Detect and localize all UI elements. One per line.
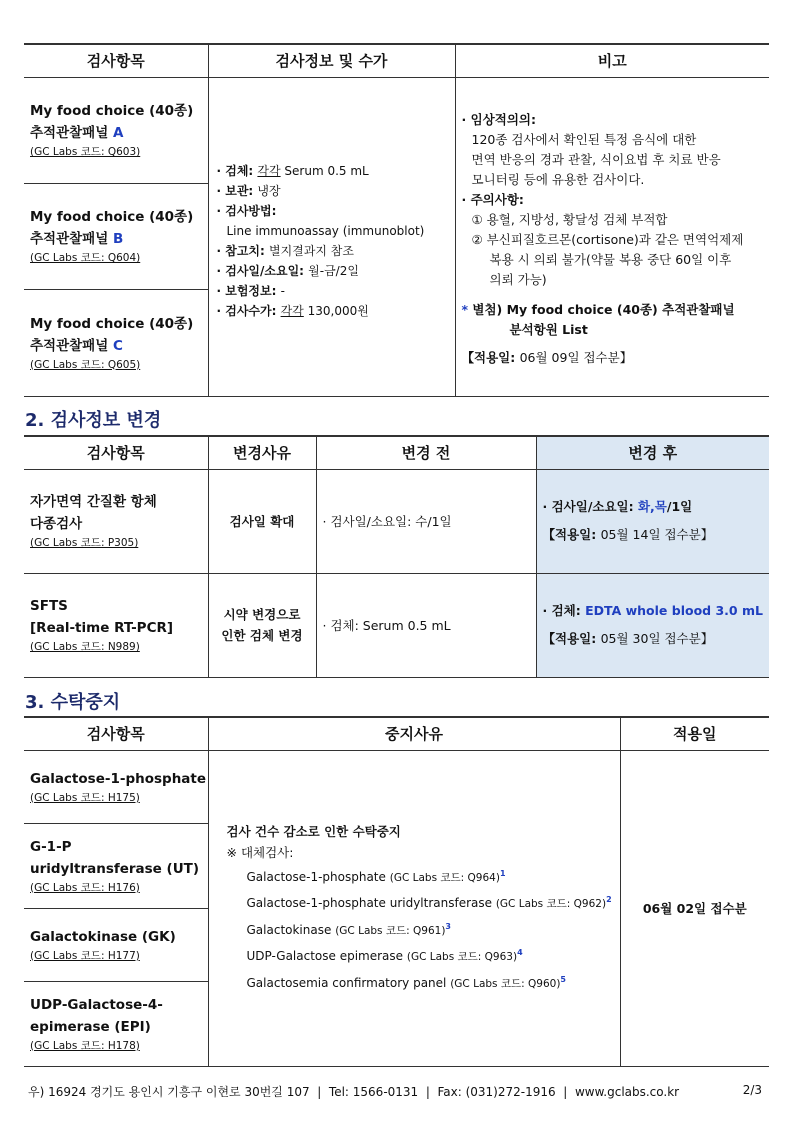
attach-star: * [461,301,473,317]
clinical-label: · 임상적의의: [461,111,536,127]
insurance-value: - [280,283,285,298]
alt-test-item [227,942,620,969]
item-code: (GC Labs 코드: Q603) [30,146,141,158]
table-row-item [24,289,208,396]
footer-contact: 우) 16924 경기도 용인시 기흥구 이현로 30번길 107 | Tel: 1566-0131 | Fax: (031)272-1916 | www.gclabs.co.kr [28,1085,680,1099]
table-row-item [24,183,208,289]
alt-name: Galactose-1-phosphate [246,869,390,884]
col-header-date: 적용일 [620,717,769,750]
reason-cell [208,469,316,573]
section-title: 3. 수탁중지 [25,692,121,713]
reason-text: 시약 변경으로 [223,607,301,622]
apply-value: 06월 09일 접수분】 [519,349,633,365]
panel-letter: B [112,231,124,247]
alt-test-item [227,969,620,996]
table-row-item [24,573,208,677]
caution-item: ① 용혈, 지방성, 황달성 검체 부적합 [471,211,668,227]
col-header-item: 검사항목 [24,717,208,750]
reason-cell [208,573,316,677]
alt-test-item [227,916,620,943]
alt-name: Galactosemia confirmatory panel [246,975,451,990]
table-row-item [24,77,208,183]
footnote-mark: 2 [606,895,612,905]
col-header-reason: 중지사유 [208,717,620,750]
panel-letter: C [112,337,123,354]
page-number: 2/3 [742,1083,762,1097]
col-header-item: 검사항목 [24,44,208,77]
after-label: · 검사일/소요일: [542,499,638,514]
item-title: [Real-time RT-PCR] [30,620,174,636]
note-cell [455,77,769,396]
item-title: 자가면역 간질환 항체 [30,494,157,510]
alt-code: (GC Labs 코드: Q964) [389,871,500,884]
table-panel-info [24,43,769,397]
item-code: (GC Labs 코드: P305) [30,537,139,549]
alt-code: (GC Labs 코드: Q961) [335,924,446,937]
table-row-item [24,750,208,823]
table-row-item [24,981,208,1066]
storage-value: 냉장 [257,183,281,198]
item-title: Galactokinase (GK) [30,928,176,945]
item-title: SFTS [30,598,68,614]
caution-item-cont: 의뢰 가능) [489,271,547,287]
alt-code: (GC Labs 코드: Q963) [406,951,518,964]
after-highlight: EDTA whole blood 3.0 mL [585,603,763,618]
item-code: (GC Labs 코드: H175) [30,791,140,804]
footnote-mark: 5 [560,974,566,984]
fee-value: 130,000원 [303,303,369,318]
item-title: UDP-Galactose-4- [30,996,163,1013]
caution-item-cont: 복용 시 의뢰 불가(약물 복용 중단 60일 이후 [489,251,732,267]
alt-name: UDP-Galactose epimerase [246,949,407,964]
col-header-item: 검사항목 [24,436,208,469]
alt-name: Galactokinase [246,922,336,937]
item-title: My food choice (40종) [30,209,194,225]
method-label: · 검사방법: [216,203,277,218]
item-code: (GC Labs 코드: Q605) [30,358,141,371]
apply-value: 05월 30일 접수분】 [600,631,714,646]
item-title: 다종검사 [30,516,83,532]
attach-line: 별첨) My food choice (40종) 추적관찰패널 [472,301,735,317]
alt-code: (GC Labs 코드: Q962) [495,898,607,911]
reason-text: 인한 검체 변경 [221,628,303,643]
before-cell: · 검체: Serum 0.5 mL [316,573,536,677]
schedule-label: · 검사일/소요일: [216,263,309,278]
footnote-mark: 1 [499,868,506,878]
col-header-before: 변경 전 [316,436,536,469]
alt-test-item [227,863,620,890]
caution-item: ② 부신피질호르몬(cortisone)과 같은 면역억제제 [471,231,744,247]
item-title: G-1-P [30,838,72,855]
after-cell [536,573,769,677]
clinical-line: 모니터링 등에 유용한 검사이다. [471,171,645,187]
item-code: (GC Labs 코드: H176) [30,881,140,894]
alt-test-item [227,889,620,916]
reason-text: 검사일 확대 [229,513,295,529]
reference-value: 별지결과지 참조 [269,243,354,258]
panel-letter: A [112,125,124,141]
caution-label: · 주의사항: [461,191,524,207]
apply-date: 06월 02일 접수분 [620,750,769,1066]
after-rest: /1일 [666,499,693,514]
footnote-mark: 3 [445,921,451,931]
specimen-value: Serum 0.5 mL [280,163,369,178]
col-header-reason: 변경사유 [208,436,316,469]
reason-cell [208,750,620,1066]
footnote-mark: 4 [517,948,523,958]
reason-title: 검사 건수 감소로 인한 수탁중지 [226,823,401,839]
fee-label: · 검사수가: [216,303,281,318]
before-cell: · 검사일/소요일: 수/1일 [316,469,536,573]
col-header-after: 변경 후 [536,436,769,469]
storage-label: · 보관: [216,183,258,198]
item-subtitle: 추적관찰패널 [30,231,113,247]
clinical-line: 120종 검사에서 확인된 특정 음식에 대한 [471,131,697,147]
schedule-value: 월-금/2일 [308,263,359,278]
alt-name: Galactose-1-phosphate uridyltransferase [246,896,496,911]
after-cell [536,469,769,573]
item-title: My food choice (40종) [30,315,194,332]
col-header-note: 비고 [455,44,769,77]
page-footer [28,1083,768,1100]
reference-label: · 참고치: [216,243,269,258]
item-title: My food choice (40종) [30,103,194,119]
item-title: uridyltransferase (UT) [30,860,200,877]
item-code: (GC Labs 코드: N989) [30,641,140,653]
table-row-item [24,908,208,981]
fee-each: 각각 [280,303,304,318]
test-info-cell [208,77,455,396]
specimen-label: · 검체: [216,163,258,178]
after-label: · 검체: [542,603,586,618]
item-title: Galactose-1-phosphate [30,770,207,787]
item-code: (GC Labs 코드: H178) [30,1039,140,1052]
apply-value: 05월 14일 접수분】 [600,527,714,542]
apply-label: 【적용일: [461,349,520,365]
col-header-info: 검사정보 및 수가 [208,44,455,77]
section-title: 2. 검사정보 변경 [25,410,162,431]
apply-label: 【적용일: [542,631,601,646]
item-code: (GC Labs 코드: Q604) [30,252,141,264]
clinical-line: 면역 반응의 경과 관찰, 식이요법 후 치료 반응 [471,151,721,167]
item-subtitle: 추적관찰패널 [30,125,113,141]
alt-code: (GC Labs 코드: Q960) [450,977,561,990]
alt-label: ※ 대체검사: [226,844,294,860]
table-info-change [24,435,769,678]
item-title: epimerase (EPI) [30,1018,151,1035]
table-row-item [24,823,208,908]
table-row-item [24,469,208,573]
item-code: (GC Labs 코드: H177) [30,949,140,962]
insurance-label: · 보험정보: [216,283,281,298]
after-highlight: 화,목 [637,499,667,514]
attach-line: 분석항원 List [509,321,588,337]
specimen-each: 각각 [257,163,281,178]
apply-label: 【적용일: [542,527,601,542]
item-subtitle: 추적관찰패널 [30,337,113,354]
method-value: Line immunoassay (immunoblot) [226,223,425,238]
table-suspension [24,716,769,1067]
